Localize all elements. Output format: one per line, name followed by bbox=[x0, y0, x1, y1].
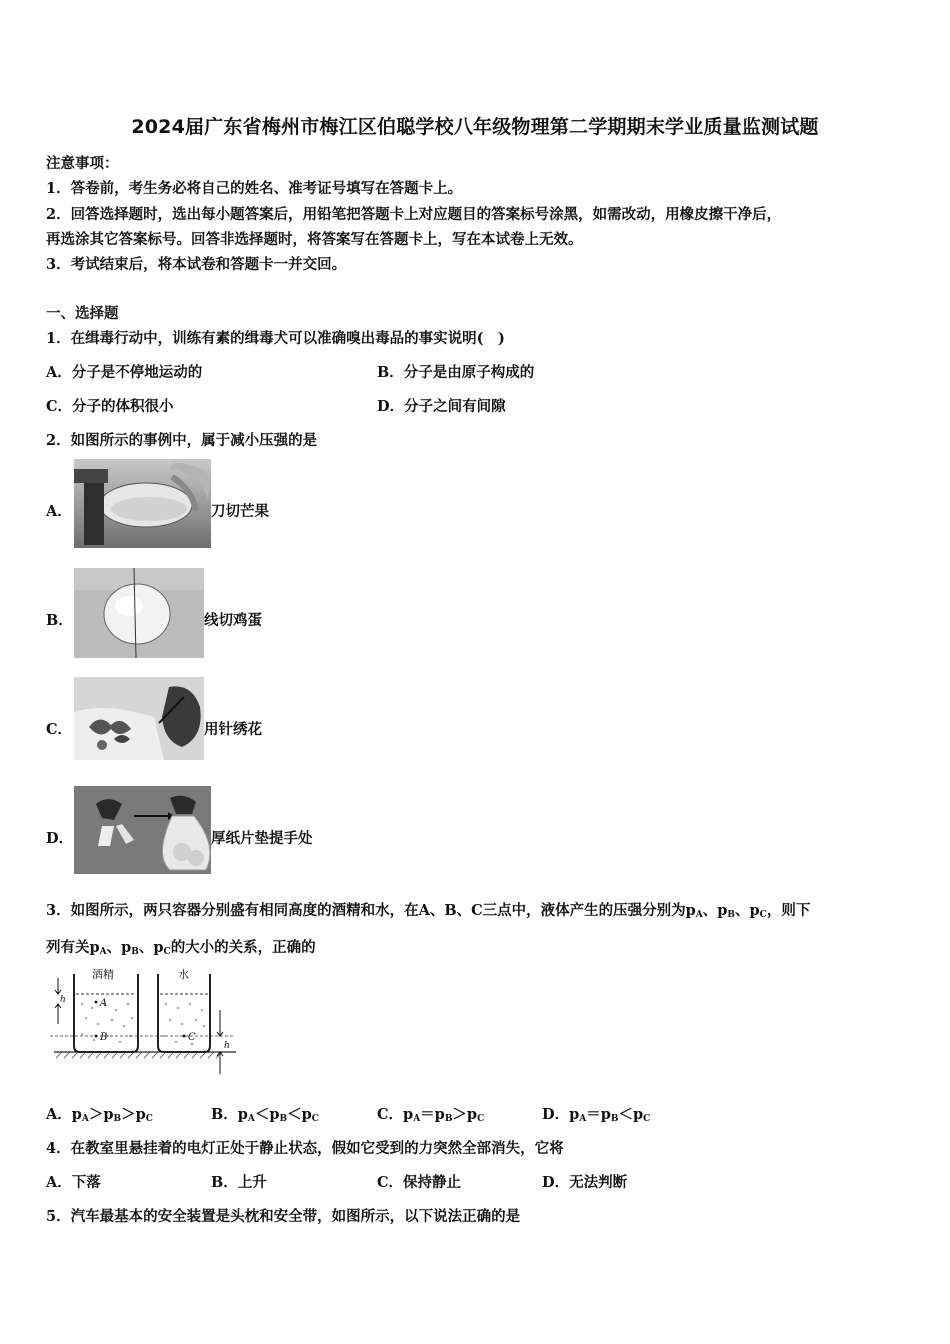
h-label-right: h bbox=[224, 1041, 230, 1051]
comma: 、 bbox=[735, 902, 750, 919]
q4-option-a[interactable]: A．下落 bbox=[46, 1174, 101, 1191]
q1-option-b[interactable]: B．分子是由原子构成的 bbox=[377, 364, 535, 381]
q1-option-d[interactable]: D．分子之间有间隙 bbox=[377, 398, 506, 415]
point-a-label: A bbox=[100, 998, 108, 1009]
q2-option-d-letter[interactable]: D． bbox=[46, 830, 74, 847]
sub-b: B bbox=[131, 947, 139, 957]
q2-option-c-caption: 用针绣花 bbox=[204, 721, 262, 738]
sub-c: C bbox=[163, 947, 171, 957]
question-3-stem-line1: 3．如图所示，两只容器分别盛有相同高度的酒精和水，在A、B、C三点中，液体产生的压强分别为$p_A$、$p_B$、$p_C$，则下 bbox=[46, 902, 811, 920]
notes-header: 注意事项： bbox=[46, 155, 119, 172]
sub-b: B bbox=[727, 910, 736, 920]
note-item: 1．答卷前，考生务必将自己的姓名、准考证号填写在答题卡上。 bbox=[46, 180, 463, 197]
sub-a: A bbox=[695, 910, 703, 920]
question-5-stem: 5．汽车最基本的安全装置是头枕和安全带，如图所示，以下说法正确的是 bbox=[46, 1208, 521, 1225]
q2-option-b-letter[interactable]: B． bbox=[46, 612, 73, 629]
section-heading: 一、选择题 bbox=[46, 305, 119, 322]
sub-a: A bbox=[99, 947, 107, 957]
egg-wire-photo bbox=[74, 568, 204, 658]
note-item: 再选涂其它答案标号。回答非选择题时，将答案写在答题卡上，写在本试卷上无效。 bbox=[46, 231, 583, 248]
q1-option-c[interactable]: C．分子的体积很小 bbox=[46, 398, 174, 415]
question-3-stem-line2: 列有关$p_A$、$p_B$、$p_C$的大小的关系，正确的 bbox=[46, 939, 316, 957]
question-4-stem: 4．在教室里悬挂着的电灯正处于静止状态，假如它受到的力突然全部消失，它将 bbox=[46, 1140, 564, 1157]
water-label: 水 bbox=[178, 968, 189, 981]
q1-option-a[interactable]: A．分子是不停地运动的 bbox=[46, 364, 203, 381]
comma: 、 bbox=[106, 939, 122, 956]
q2-option-c-letter[interactable]: C． bbox=[46, 721, 73, 738]
q4-option-c[interactable]: C．保持静止 bbox=[377, 1174, 462, 1191]
comma: 、 bbox=[138, 939, 154, 956]
paper-handle-bag-photo bbox=[74, 786, 211, 874]
sub-c: C bbox=[759, 910, 767, 920]
q4-option-b[interactable]: B．上升 bbox=[211, 1174, 267, 1191]
point-c-label: C bbox=[188, 1032, 196, 1043]
mango-knife-photo bbox=[74, 459, 211, 548]
question-2-stem: 2．如图所示的事例中，属于减小压强的是 bbox=[46, 432, 318, 449]
q3-option-a[interactable]: A．$p_A>p_B>p_C$ bbox=[46, 1106, 153, 1124]
question-1-stem: 1．在缉毒行动中，训练有素的缉毒犬可以准确嗅出毒品的事实说明( ) bbox=[46, 330, 505, 347]
q3-stem-tail: ，则下 bbox=[766, 902, 811, 919]
comma: 、 bbox=[702, 902, 718, 919]
q2-option-a-caption: 刀切芒果 bbox=[211, 503, 269, 520]
q3-stem2-tail: 的大小的关系，正确的 bbox=[170, 939, 316, 956]
q2-option-d-caption: 厚纸片垫提手处 bbox=[211, 830, 313, 847]
q3-option-b[interactable]: B．$p_A<p_B<p_C$ bbox=[211, 1106, 319, 1124]
q4-option-d[interactable]: D．无法判断 bbox=[542, 1174, 628, 1191]
note-item: 2．回答选择题时，选出每小题答案后，用铅笔把答题卡上对应题目的答案标号涂黑，如需改动，用橡皮擦干净后， bbox=[46, 206, 782, 223]
liquid-containers-diagram bbox=[46, 964, 238, 1078]
note-item: 3．考试结束后，将本试卷和答题卡一并交回。 bbox=[46, 256, 347, 273]
q3-stem-text: 3．如图所示，两只容器分别盛有相同高度的酒精和水，在A、B、C三点中，液体产生的压强分别为p bbox=[46, 902, 696, 919]
q2-option-a-letter[interactable]: A． bbox=[46, 503, 72, 520]
needle-embroidery-photo bbox=[74, 677, 204, 760]
alcohol-label: 酒精 bbox=[92, 968, 114, 981]
q3-option-c[interactable]: C．$p_A=p_B>p_C$ bbox=[377, 1106, 485, 1124]
page-title: 2024届广东省梅州市梅江区伯聪学校八年级物理第二学期期末学业质量监测试题 bbox=[131, 116, 819, 138]
h-label-left: h bbox=[60, 995, 66, 1005]
q2-option-b-caption: 线切鸡蛋 bbox=[204, 612, 262, 629]
q3-stem2-text: 列有关p bbox=[46, 939, 100, 956]
point-b-label: B bbox=[100, 1032, 108, 1043]
q3-option-d[interactable]: D．$p_A=p_B<p_C$ bbox=[542, 1106, 651, 1124]
